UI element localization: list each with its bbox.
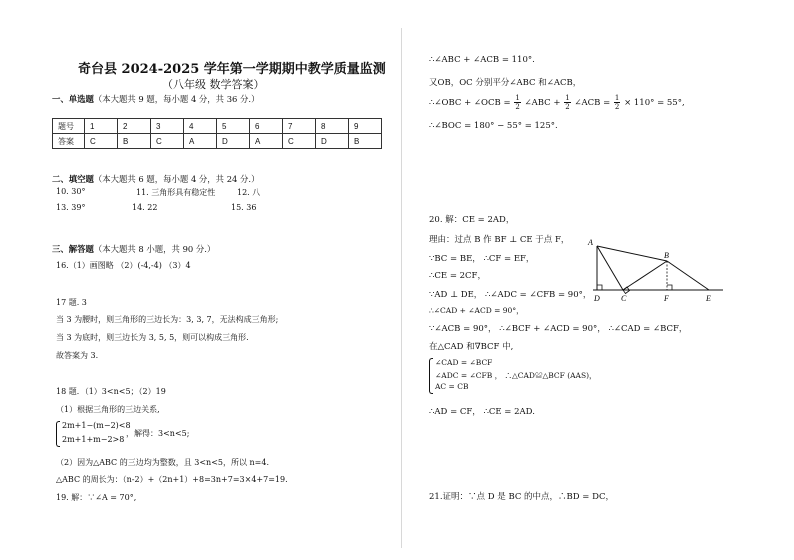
triangle-figure (585, 236, 725, 306)
fill-answer: 14. 22 (132, 203, 158, 212)
r-text: × 110° = 55°, (624, 98, 685, 108)
fill-answer: 11. 三角形具有稳定性 (136, 188, 216, 197)
q20-line: 在△CAD 和∇BCF 中, (429, 342, 514, 352)
fraction-num: 1 (565, 94, 570, 102)
label-b: B (664, 251, 669, 260)
line-ab (597, 246, 667, 261)
fill-answer: 12. 八 (237, 188, 261, 197)
system-brace (56, 421, 60, 447)
answer-table (52, 118, 382, 149)
r-line: ∴∠BOC = 180° − 55° = 125°. (429, 121, 558, 131)
table-cell-answer: D (316, 134, 349, 149)
table-cell-answer: A (250, 134, 283, 149)
fraction-num: 1 (614, 94, 620, 102)
table-cell-number: 3 (151, 119, 184, 134)
label-e: E (706, 294, 711, 303)
right-angle-f (667, 285, 672, 290)
page-divider (401, 28, 402, 548)
line-be (667, 261, 709, 290)
table-cell-number: 4 (184, 119, 217, 134)
table-cell-number: 6 (250, 119, 283, 134)
r-text: ∴∠OBC + ∠OCB = (429, 98, 511, 108)
section3-title: 三、解答题 (52, 244, 94, 254)
label-d: D (594, 294, 600, 303)
section2-heading (52, 173, 259, 185)
q21-line: 21.证明：∵点 D 是 BC 的中点，∴BD = DC， (429, 492, 614, 502)
r-line: 又OB，OC 分别平分∠ABC 和∠ACB， (429, 78, 582, 88)
q20-system: ∠ADC = ∠CFB ， ∴△CAD≌△BCF (AAS)， (435, 371, 597, 380)
q20-line: ∴CE = 2CF， (429, 271, 486, 281)
q18-line: （2）因为△ABC 的三边均为整数，且 3<n<5，所以 n=4. (56, 458, 270, 467)
q17-line: 17 题. 3 (56, 298, 87, 307)
fill-answer: 10. 30° (56, 187, 86, 196)
q20-system: AC = CB (435, 382, 469, 391)
table-cell-answer: C (283, 134, 316, 149)
section1-title: 一、单选题 (52, 94, 94, 104)
fraction-num: 1 (515, 94, 520, 102)
section3-heading (52, 243, 215, 255)
table-cell-answer: D (217, 134, 250, 149)
table-header-number: 题号 (53, 119, 85, 134)
q20-conclusion: ∴AD = CF， ∴CE = 2AD. (429, 407, 535, 417)
q16-answer: 16.（1）画图略 （2）(-4,-4) （3）4 (56, 261, 191, 270)
table-cell-answer: B (349, 134, 382, 149)
line-cb (623, 261, 667, 290)
q18-inequality: 2m+1+m−2>8 (62, 435, 125, 444)
q20-system: ∠CAD = ∠BCF (435, 358, 493, 367)
label-f: F (664, 294, 669, 303)
q18-head: 18 题．（1）3<n<5；（2）19 (56, 387, 166, 396)
table-cell-answer: B (118, 134, 151, 149)
q20-line: ∵BC = BE， ∴CF = EF， (429, 254, 535, 264)
q18-line: △ABC 的周长为：（n-2）+（2n+1）+8=3n+7=3×4+7=19. (56, 475, 288, 484)
section2-note: （本大题共 6 题，每小题 4 分，共 24 分.） (93, 174, 260, 184)
r-text: ∠ABC + (524, 98, 561, 108)
table-cell-number: 2 (118, 119, 151, 134)
q18-inequality: 2m+1−(m−2)<8 (62, 421, 131, 430)
table-cell-number: 1 (85, 119, 118, 134)
fraction-den: 2 (565, 103, 570, 111)
fraction-den: 2 (515, 103, 520, 111)
r-line: ∴∠ABC + ∠ACB = 110°. (429, 55, 535, 65)
q20-line: ∴∠CAD + ∠ACD = 90°， (429, 306, 524, 315)
table-header-answer: 答案 (53, 134, 85, 149)
q19-line: 19. 解：∵∠A = 70°, (56, 493, 137, 502)
label-a: A (588, 238, 593, 247)
table-cell-number: 8 (316, 119, 349, 134)
r-fraction-line (429, 94, 685, 111)
table-cell-answer: C (151, 134, 184, 149)
table-cell-number: 9 (349, 119, 382, 134)
q20-line: ∵∠ACB = 90°， ∴∠BCF + ∠ACD = 90°， ∴∠CAD = ∠BCF， (429, 324, 688, 334)
answer-table-row-answers (53, 134, 382, 149)
section1-heading (52, 93, 259, 105)
page-subtitle: （八年级 数学答案） (162, 78, 265, 91)
q17-line: 当 3 为底时，则三边长为 3, 5, 5，则可以构成三角形. (56, 333, 249, 342)
table-cell-number: 7 (283, 119, 316, 134)
r-text: ∠ACB = (574, 98, 611, 108)
q20-line: 理由：过点 B 作 BF ⊥ CE 于点 F， (429, 235, 570, 245)
fill-answer: 13. 39° (56, 203, 86, 212)
fill-answer: 15. 36 (231, 203, 257, 212)
table-cell-answer: A (184, 134, 217, 149)
section3-note: （本大题共 8 小题，共 90 分.） (93, 244, 216, 254)
answer-table-row-numbers (53, 119, 382, 134)
table-cell-answer: C (85, 134, 118, 149)
line-ac (597, 246, 623, 290)
fraction-half (614, 94, 620, 111)
q17-line: 当 3 为腰时，则三角形的三边长为：3, 3, 7，无法构成三角形; (56, 315, 279, 324)
q18-solve: ，解得：3<n<5; (126, 429, 190, 438)
right-angle-d (597, 285, 602, 290)
q17-line: 故答案为 3. (56, 351, 99, 360)
section2-title: 二、填空题 (52, 174, 94, 184)
fraction-half (514, 94, 520, 111)
q20-line: ∵AD ⊥ DE， ∴∠ADC = ∠CFB = 90°， (429, 290, 592, 300)
q18-line: （1）根据三角形的三边关系, (56, 405, 160, 414)
fraction-half (564, 94, 570, 111)
q20-line: 20. 解：CE = 2AD， (429, 215, 515, 225)
section1-note: （本大题共 9 题，每小题 4 分，共 36 分.） (93, 94, 260, 104)
system-brace (429, 358, 433, 394)
label-c: C (621, 294, 627, 303)
fraction-den: 2 (614, 103, 620, 111)
page-title: 奇台县 2024-2025 学年第一学期期中教学质量监测 (78, 62, 386, 77)
table-cell-number: 5 (217, 119, 250, 134)
